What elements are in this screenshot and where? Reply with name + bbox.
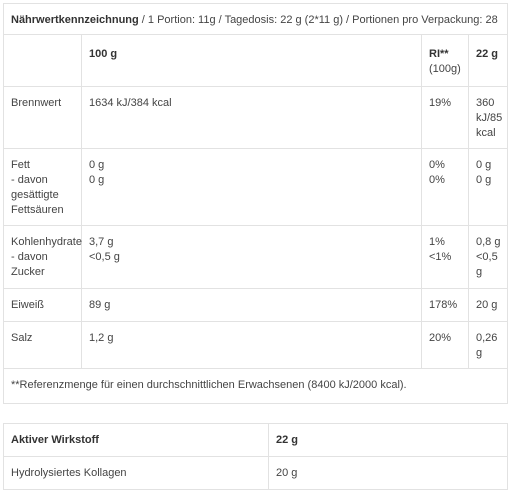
cell-line: 0%: [429, 174, 445, 186]
cell-line: Brennwert: [11, 97, 62, 109]
cell-line: 20%: [429, 332, 452, 344]
cell-line: 1634 kJ/384 kcal: [89, 97, 172, 109]
nutrient-serving: [469, 322, 508, 369]
header-per100: 100 g: [82, 35, 422, 87]
nutrient-serving: [469, 226, 508, 289]
nutrient-per100: [82, 226, 422, 289]
active-header-label: Aktiver Wirkstoff: [4, 424, 269, 457]
nutrient-ri: [422, 149, 469, 226]
nutrient-serving: [469, 289, 508, 322]
footnote: **Referenzmenge für einen durchschnittlichen Erwachsenen (8400 kJ/2000 kcal).: [4, 369, 508, 404]
cell-line: Salz: [11, 332, 33, 344]
header-serving: 22 g: [469, 35, 508, 87]
nutrient-per100: [82, 289, 422, 322]
active-ingredient-name: Hydrolysiertes Kollagen: [4, 457, 269, 490]
cell-line: Kohlenhydrate: [11, 236, 82, 248]
cell-line: 1,2 g: [89, 332, 114, 344]
cell-line: 0 g: [476, 159, 492, 171]
cell-line: 89 g: [89, 299, 111, 311]
nutrient-label: [4, 87, 82, 149]
cell-line: 0 g: [89, 159, 105, 171]
footnote-row: [4, 369, 508, 404]
cell-line: 0 g: [476, 174, 492, 186]
cell-line: Eiweiß: [11, 299, 45, 311]
nutrient-label: [4, 289, 82, 322]
cell-line: kcal: [476, 127, 496, 139]
nutrient-row-energy: [4, 87, 508, 149]
nutrient-row-carbs: [4, 226, 508, 289]
cell-line: <0,5 g: [89, 251, 120, 263]
nutrient-label: [4, 322, 82, 369]
nutrition-title-row: [4, 4, 508, 35]
cell-line: 3,7 g: [89, 236, 114, 248]
nutrient-label: [4, 226, 82, 289]
nutrition-table: [3, 3, 508, 404]
nutrient-row-salt: [4, 322, 508, 369]
nutrition-title-bold: Nährwertkennzeichnung: [11, 14, 139, 26]
cell-line: 1%: [429, 236, 445, 248]
cell-line: gesättigte: [11, 189, 59, 201]
header-ri: RI** (100g): [422, 35, 469, 87]
nutrient-per100: [82, 149, 422, 226]
nutrition-title: [4, 4, 508, 35]
nutrient-ri: [422, 226, 469, 289]
cell-line: Fettsäuren: [11, 204, 64, 216]
cell-line: g: [476, 266, 483, 278]
nutrient-row-fat: [4, 149, 508, 226]
cell-line: 19%: [429, 97, 452, 109]
cell-line: - davon: [11, 174, 48, 186]
nutrient-ri: [422, 322, 469, 369]
nutrient-serving: [469, 149, 508, 226]
cell-line: <1%: [429, 251, 452, 263]
active-ingredient-table: [3, 423, 508, 490]
cell-line: 0%: [429, 159, 445, 171]
cell-line: <0,5: [476, 251, 498, 263]
cell-line: 360: [476, 97, 495, 109]
cell-line: g: [476, 347, 483, 359]
nutrient-per100: [82, 322, 422, 369]
cell-line: 0,26: [476, 332, 498, 344]
cell-line: 20 g: [476, 299, 498, 311]
cell-line: - davon: [11, 251, 48, 263]
active-header-row: [4, 424, 508, 457]
active-ingredient-row: [4, 457, 508, 490]
cell-line: 0,8 g: [476, 236, 501, 248]
nutrient-ri: [422, 289, 469, 322]
nutrient-row-protein: [4, 289, 508, 322]
cell-line: Zucker: [11, 266, 45, 278]
cell-line: kJ/85: [476, 112, 503, 124]
nutrient-per100: [82, 87, 422, 149]
nutrient-label: [4, 149, 82, 226]
nutrient-serving: [469, 87, 508, 149]
cell-line: Fett: [11, 159, 30, 171]
nutrition-title-details: / 1 Portion: 11g / Tagedosis: 22 g (2*11 g) / Portionen pro Verpackung: 28: [138, 14, 498, 26]
cell-line: 178%: [429, 299, 458, 311]
nutrition-header-row: [4, 35, 508, 87]
cell-line: 0 g: [89, 174, 105, 186]
header-empty-cell: [4, 35, 82, 87]
nutrient-ri: [422, 87, 469, 149]
active-ingredient-amount: 20 g: [269, 457, 508, 490]
active-header-amount: 22 g: [269, 424, 508, 457]
